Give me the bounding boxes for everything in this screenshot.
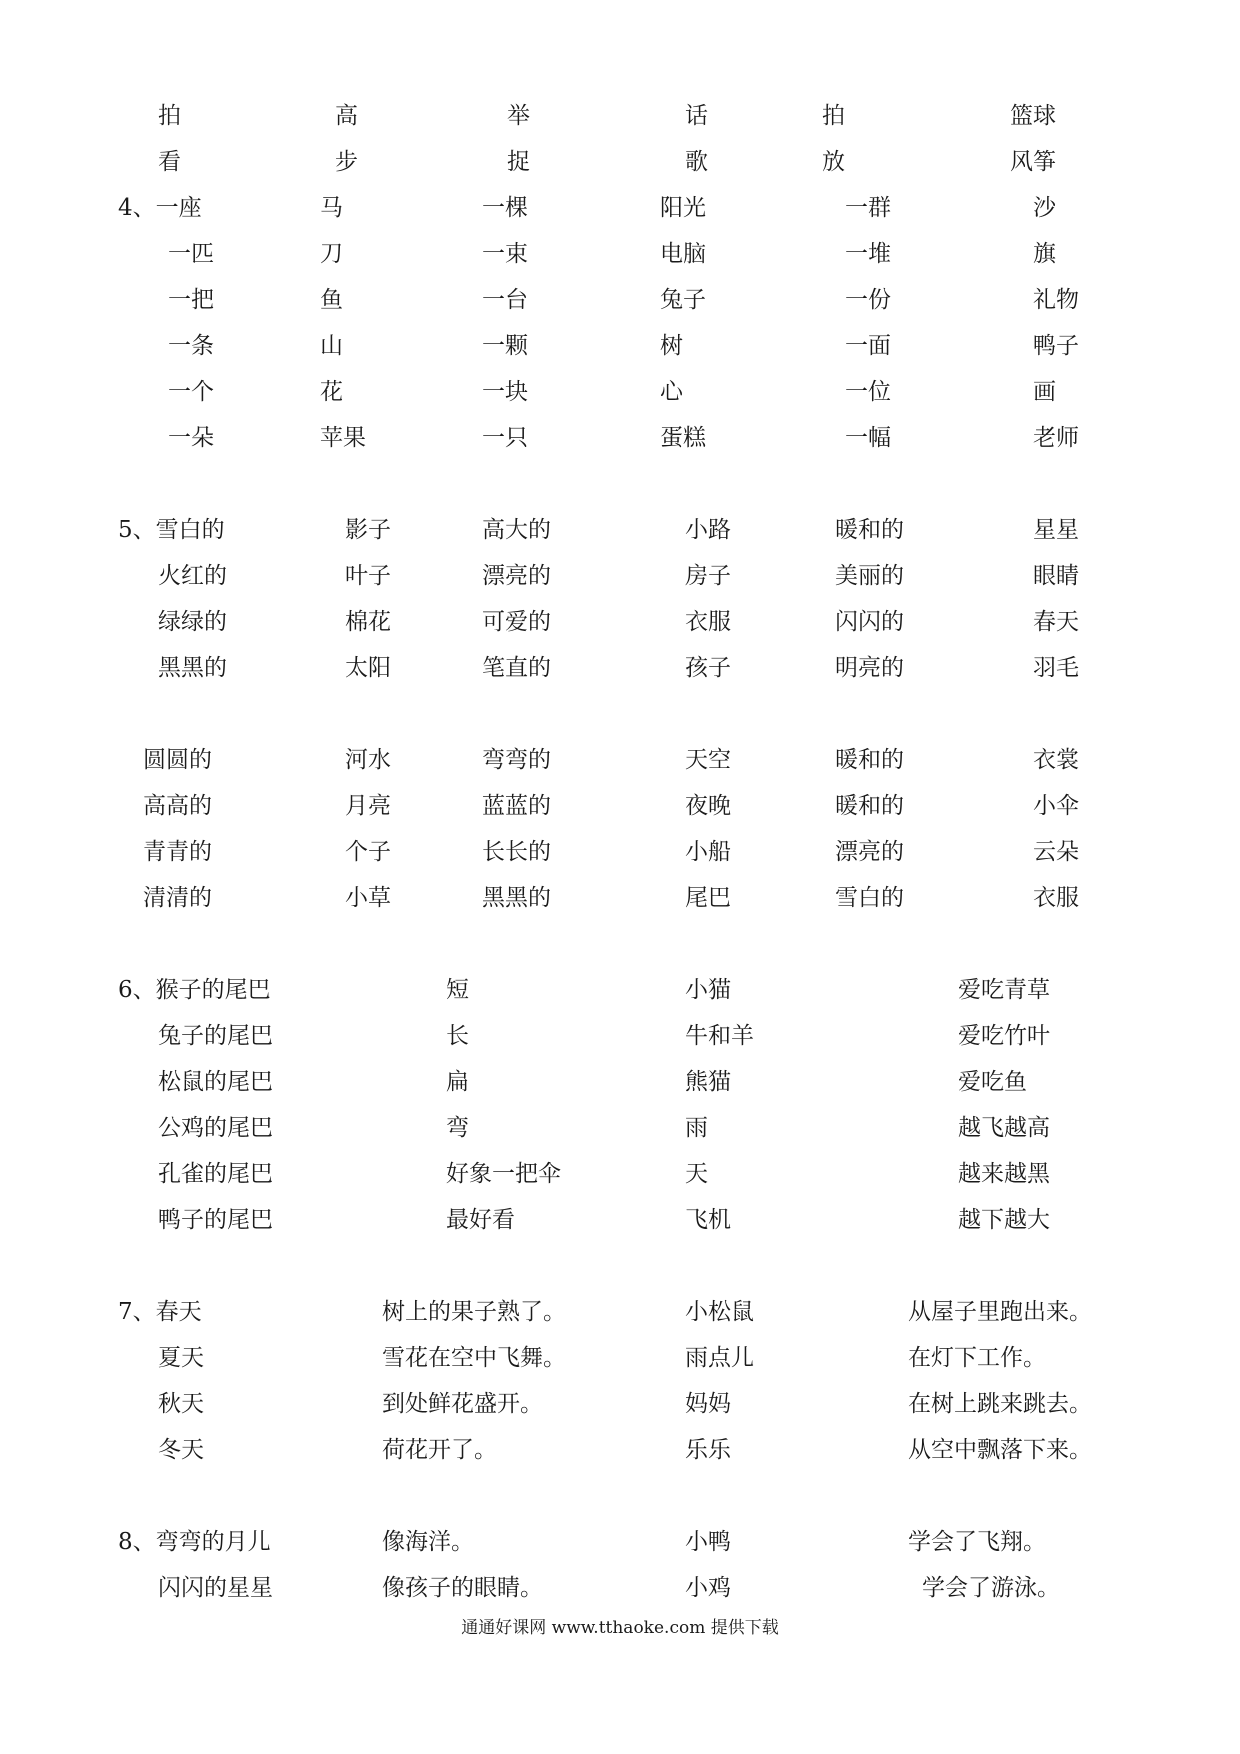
row-cell: 电脑 xyxy=(660,241,706,267)
row-cell: 一朵 xyxy=(168,425,214,451)
row-cell: 旗 xyxy=(1033,241,1056,267)
row-cell: 黑黑的 xyxy=(482,885,551,911)
matching-row xyxy=(0,420,1240,456)
matching-row xyxy=(0,1524,1240,1560)
row-cell: 一群 xyxy=(845,195,891,221)
row-cell: 歌 xyxy=(685,149,708,175)
row-cell: 一幅 xyxy=(845,425,891,451)
row-cell: 小猫 xyxy=(685,977,731,1003)
row-cell: 房子 xyxy=(685,563,731,589)
row-cell: 篮球 xyxy=(1010,103,1056,129)
matching-row xyxy=(0,512,1240,548)
row-cell: 黑黑的 xyxy=(158,655,227,681)
row-cell: 清清的 xyxy=(143,885,212,911)
row-cell: 漂亮的 xyxy=(835,839,904,865)
row-cell: 像海洋。 xyxy=(382,1529,474,1555)
row-cell: 画 xyxy=(1033,379,1056,405)
row-cell: 在树上跳来跳去。 xyxy=(908,1391,1092,1417)
matching-row xyxy=(0,1570,1240,1606)
matching-row xyxy=(0,98,1240,134)
row-cell: 熊猫 xyxy=(685,1069,731,1095)
row-cell: 从空中飘落下来。 xyxy=(908,1437,1092,1463)
row-cell: 笔直的 xyxy=(482,655,551,681)
row-cell: 鸭子的尾巴 xyxy=(158,1207,273,1233)
row-cell: 树 xyxy=(660,333,683,359)
matching-row xyxy=(0,834,1240,870)
row-cell: 一面 xyxy=(845,333,891,359)
row-cell: 火红的 xyxy=(158,563,227,589)
row-cell: 一个 xyxy=(168,379,214,405)
row-cell: 兔子的尾巴 xyxy=(158,1023,273,1049)
row-cell: 明亮的 xyxy=(835,655,904,681)
row-cell: 像孩子的眼睛。 xyxy=(382,1575,543,1601)
row-cell: 天空 xyxy=(685,747,731,773)
row-cell: 心 xyxy=(660,379,683,405)
row-cell: 尾巴 xyxy=(685,885,731,911)
matching-row xyxy=(0,236,1240,272)
row-cell: 树上的果子熟了。 xyxy=(382,1299,566,1325)
row-cell: 捉 xyxy=(507,149,530,175)
row-cell: 放 xyxy=(822,149,845,175)
row-cell: 4、一座 xyxy=(118,195,202,221)
row-cell: 爱吃青草 xyxy=(958,977,1050,1003)
row-cell: 叶子 xyxy=(345,563,391,589)
row-cell: 暖和的 xyxy=(835,517,904,543)
row-cell: 圆圆的 xyxy=(143,747,212,773)
matching-row xyxy=(0,788,1240,824)
row-cell: 个子 xyxy=(345,839,391,865)
matching-row xyxy=(0,1018,1240,1054)
row-cell: 月亮 xyxy=(345,793,391,819)
row-cell: 爱吃竹叶 xyxy=(958,1023,1050,1049)
row-cell: 星星 xyxy=(1033,517,1079,543)
matching-row xyxy=(0,558,1240,594)
row-cell: 到处鲜花盛开。 xyxy=(382,1391,543,1417)
row-cell: 一只 xyxy=(482,425,528,451)
matching-row xyxy=(0,1340,1240,1376)
row-cell: 蛋糕 xyxy=(660,425,706,451)
row-cell: 举 xyxy=(507,103,530,129)
row-cell: 暖和的 xyxy=(835,747,904,773)
row-cell: 小草 xyxy=(345,885,391,911)
row-cell: 蓝蓝的 xyxy=(482,793,551,819)
row-cell: 小鸭 xyxy=(685,1529,731,1555)
row-cell: 影子 xyxy=(345,517,391,543)
row-cell: 长长的 xyxy=(482,839,551,865)
row-cell: 河水 xyxy=(345,747,391,773)
row-cell: 可爱的 xyxy=(482,609,551,635)
row-cell: 衣裳 xyxy=(1033,747,1079,773)
row-cell: 小伞 xyxy=(1033,793,1079,819)
row-cell: 一匹 xyxy=(168,241,214,267)
row-cell: 眼睛 xyxy=(1033,563,1079,589)
row-cell: 拍 xyxy=(158,103,181,129)
matching-row xyxy=(0,1432,1240,1468)
row-cell: 云朵 xyxy=(1033,839,1079,865)
matching-row xyxy=(0,282,1240,318)
row-cell: 最好看 xyxy=(446,1207,515,1233)
row-cell: 6、猴子的尾巴 xyxy=(118,977,271,1003)
row-cell: 兔子 xyxy=(660,287,706,313)
row-cell: 闪闪的 xyxy=(835,609,904,635)
row-cell: 衣服 xyxy=(1033,885,1079,911)
matching-row xyxy=(0,604,1240,640)
row-cell: 飞机 xyxy=(685,1207,731,1233)
row-cell: 一棵 xyxy=(482,195,528,221)
matching-row xyxy=(0,190,1240,226)
row-cell: 冬天 xyxy=(158,1437,204,1463)
matching-row xyxy=(0,144,1240,180)
row-cell: 青青的 xyxy=(143,839,212,865)
row-cell: 一块 xyxy=(482,379,528,405)
row-cell: 牛和羊 xyxy=(685,1023,754,1049)
row-cell: 孩子 xyxy=(685,655,731,681)
row-cell: 天 xyxy=(685,1161,708,1187)
row-cell: 看 xyxy=(158,149,181,175)
row-cell: 雪花在空中飞舞。 xyxy=(382,1345,566,1371)
row-cell: 7、春天 xyxy=(118,1299,202,1325)
row-cell: 5、雪白的 xyxy=(118,517,225,543)
row-cell: 越下越大 xyxy=(958,1207,1050,1233)
row-cell: 一份 xyxy=(845,287,891,313)
row-cell: 雨 xyxy=(685,1115,708,1141)
row-cell: 衣服 xyxy=(685,609,731,635)
row-cell: 从屋子里跑出来。 xyxy=(908,1299,1092,1325)
row-cell: 话 xyxy=(685,103,708,129)
row-cell: 松鼠的尾巴 xyxy=(158,1069,273,1095)
row-cell: 一束 xyxy=(482,241,528,267)
matching-row xyxy=(0,328,1240,364)
row-cell: 马 xyxy=(320,195,343,221)
row-cell: 暖和的 xyxy=(835,793,904,819)
matching-row xyxy=(0,880,1240,916)
row-cell: 公鸡的尾巴 xyxy=(158,1115,273,1141)
row-cell: 拍 xyxy=(822,103,845,129)
row-cell: 漂亮的 xyxy=(482,563,551,589)
row-cell: 阳光 xyxy=(660,195,706,221)
row-cell: 一台 xyxy=(482,287,528,313)
matching-row xyxy=(0,1202,1240,1238)
row-cell: 刀 xyxy=(320,241,343,267)
row-cell: 学会了飞翔。 xyxy=(908,1529,1046,1555)
row-cell: 山 xyxy=(320,333,343,359)
row-cell: 步 xyxy=(335,149,358,175)
row-cell: 苹果 xyxy=(320,425,366,451)
row-cell: 绿绿的 xyxy=(158,609,227,635)
matching-row xyxy=(0,650,1240,686)
row-cell: 越来越黑 xyxy=(958,1161,1050,1187)
row-cell: 高大的 xyxy=(482,517,551,543)
row-cell: 越飞越高 xyxy=(958,1115,1050,1141)
row-cell: 风筝 xyxy=(1010,149,1056,175)
matching-row xyxy=(0,972,1240,1008)
row-cell: 花 xyxy=(320,379,343,405)
row-cell: 秋天 xyxy=(158,1391,204,1417)
row-cell: 高高的 xyxy=(143,793,212,819)
row-cell: 鱼 xyxy=(320,287,343,313)
row-cell: 老师 xyxy=(1033,425,1079,451)
matching-row xyxy=(0,1386,1240,1422)
row-cell: 闪闪的星星 xyxy=(158,1575,273,1601)
matching-row xyxy=(0,742,1240,778)
row-cell: 雨点儿 xyxy=(685,1345,754,1371)
row-cell: 在灯下工作。 xyxy=(908,1345,1046,1371)
row-cell: 短 xyxy=(446,977,469,1003)
page-footer: 通通好课网 www.tthaoke.com 提供下载 xyxy=(461,1618,779,1638)
row-cell: 鸭子 xyxy=(1033,333,1079,359)
row-cell: 学会了游泳。 xyxy=(922,1575,1060,1601)
row-cell: 长 xyxy=(446,1023,469,1049)
row-cell: 太阳 xyxy=(345,655,391,681)
row-cell: 羽毛 xyxy=(1033,655,1079,681)
row-cell: 小松鼠 xyxy=(685,1299,754,1325)
row-cell: 一位 xyxy=(845,379,891,405)
row-cell: 孔雀的尾巴 xyxy=(158,1161,273,1187)
row-cell: 一把 xyxy=(168,287,214,313)
row-cell: 爱吃鱼 xyxy=(958,1069,1027,1095)
row-cell: 8、弯弯的月儿 xyxy=(118,1529,271,1555)
matching-row xyxy=(0,1294,1240,1330)
row-cell: 夜晚 xyxy=(685,793,731,819)
matching-row xyxy=(0,1110,1240,1146)
row-cell: 高 xyxy=(335,103,358,129)
row-cell: 春天 xyxy=(1033,609,1079,635)
row-cell: 夏天 xyxy=(158,1345,204,1371)
row-cell: 美丽的 xyxy=(835,563,904,589)
row-cell: 一条 xyxy=(168,333,214,359)
row-cell: 小路 xyxy=(685,517,731,543)
row-cell: 乐乐 xyxy=(685,1437,731,1463)
row-cell: 礼物 xyxy=(1033,287,1079,313)
row-cell: 一颗 xyxy=(482,333,528,359)
row-cell: 雪白的 xyxy=(835,885,904,911)
row-cell: 小船 xyxy=(685,839,731,865)
row-cell: 好象一把伞 xyxy=(446,1161,561,1187)
row-cell: 棉花 xyxy=(345,609,391,635)
row-cell: 弯 xyxy=(446,1115,469,1141)
row-cell: 沙 xyxy=(1033,195,1056,221)
row-cell: 妈妈 xyxy=(685,1391,731,1417)
row-cell: 一堆 xyxy=(845,241,891,267)
matching-row xyxy=(0,374,1240,410)
matching-row xyxy=(0,1064,1240,1100)
row-cell: 扁 xyxy=(446,1069,469,1095)
row-cell: 弯弯的 xyxy=(482,747,551,773)
row-cell: 小鸡 xyxy=(685,1575,731,1601)
matching-row xyxy=(0,1156,1240,1192)
row-cell: 荷花开了。 xyxy=(382,1437,497,1463)
